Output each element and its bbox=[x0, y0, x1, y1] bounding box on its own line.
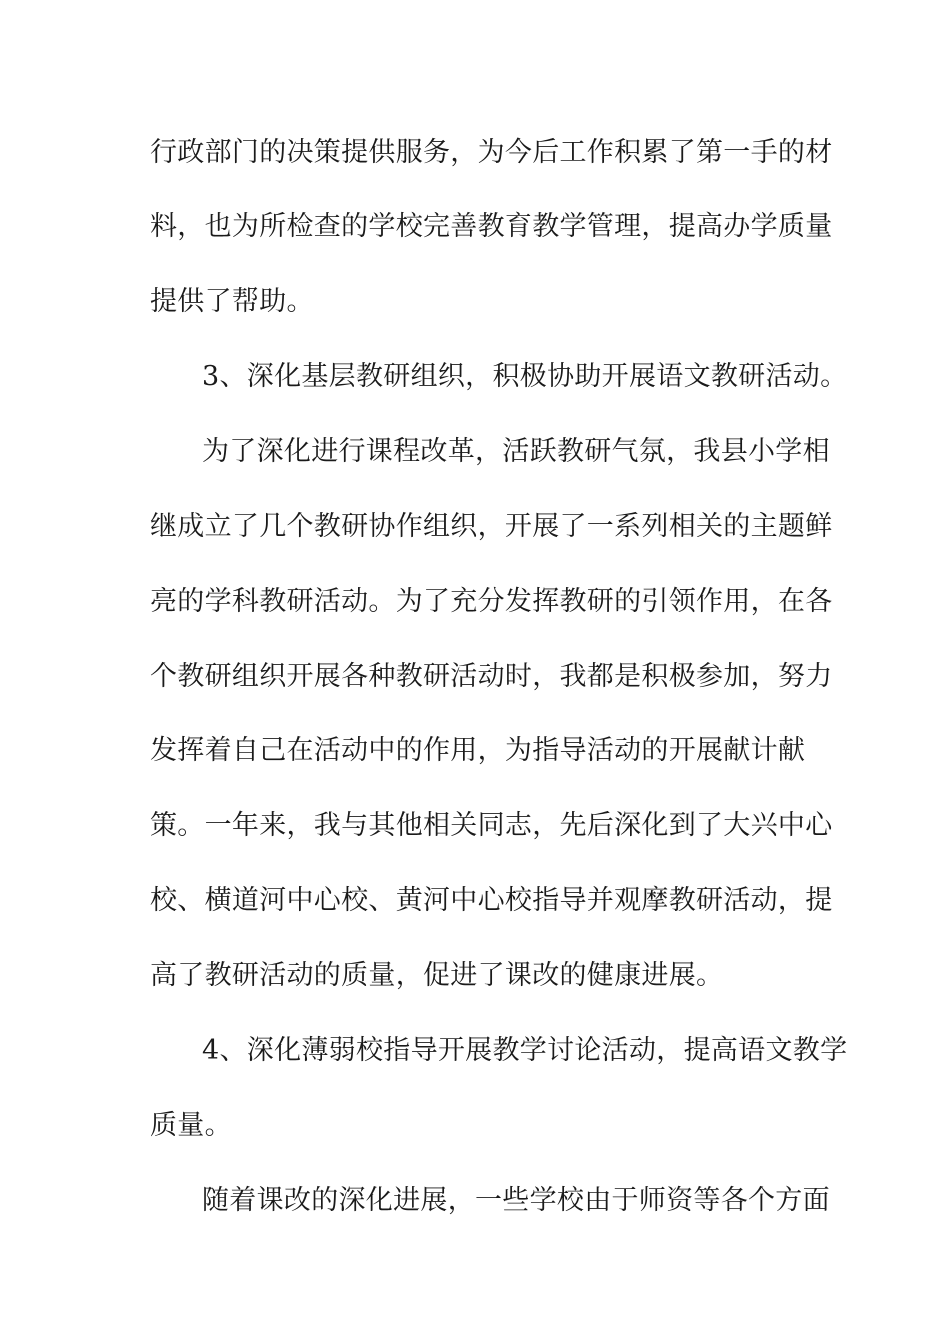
text-line: 提供了帮助。 bbox=[150, 286, 314, 317]
text-line: 质量。 bbox=[150, 1110, 232, 1141]
text-line: 校、横道河中心校、黄河中心校指导并观摩教研活动，提 bbox=[150, 885, 833, 916]
text-line: 发挥着自己在活动中的作用，为指导活动的开展献计献 bbox=[150, 735, 806, 766]
text-line: 随着课改的深化进展，一些学校由于师资等各个方面 bbox=[202, 1185, 830, 1216]
text-line: 亮的学科教研活动。为了充分发挥教研的引领作用，在各 bbox=[150, 586, 833, 617]
text-line: 个教研组织开展各种教研活动时，我都是积极参加，努力 bbox=[150, 661, 833, 692]
text-line: 料，也为所检查的学校完善教育教学管理，提高办学质量 bbox=[150, 211, 833, 242]
section-heading: 3、深化基层教研组织，积极协助开展语文教研活动。 bbox=[202, 361, 848, 392]
text-line: 为了深化进行课程改革，活跃教研气氛，我县小学相 bbox=[202, 436, 830, 467]
text-line: 策。一年来，我与其他相关同志，先后深化到了大兴中心 bbox=[150, 810, 833, 841]
text-line: 继成立了几个教研协作组织，开展了一系列相关的主题鲜 bbox=[150, 511, 833, 542]
section-heading: 4、深化薄弱校指导开展教学讨论活动，提高语文教学 bbox=[202, 1035, 848, 1066]
text-line: 高了教研活动的质量，促进了课改的健康进展。 bbox=[150, 960, 724, 991]
text-line: 行政部门的决策提供服务，为今后工作积累了第一手的材 bbox=[150, 137, 833, 168]
